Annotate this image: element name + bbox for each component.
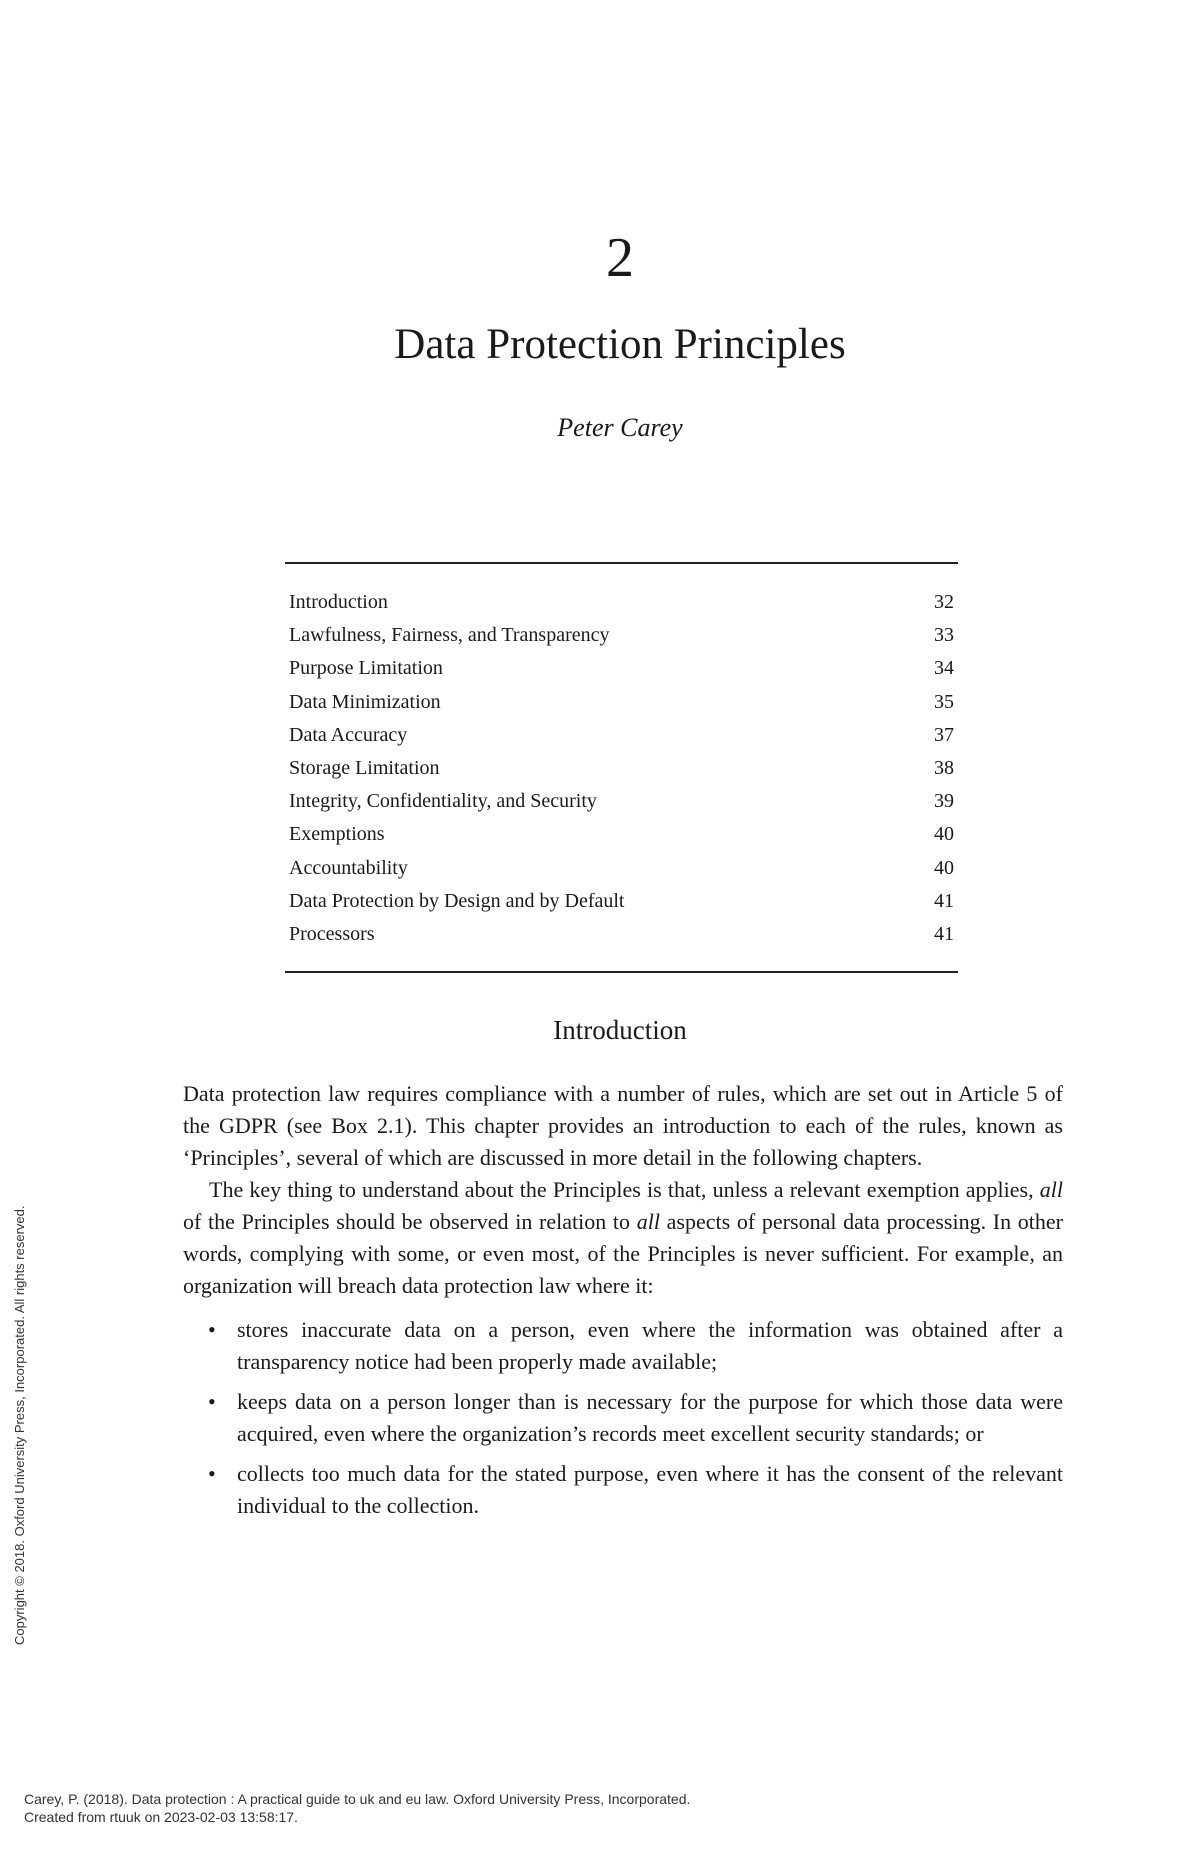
toc-entry-page: 32 (934, 591, 954, 613)
list-item: • collects too much data for the stated purpose, even where it has the consent of the relevant individual to the collection. (183, 1458, 1063, 1522)
toc-entry-page: 33 (934, 624, 954, 647)
chapter-author: Peter Carey (557, 413, 683, 442)
toc-entry-page: 39 (934, 790, 954, 813)
toc-entry[interactable] (285, 852, 958, 885)
footer-citation: Carey, P. (2018). Data protection : A practical guide to uk and eu law. Oxford University Press, Incorporated. (24, 1791, 691, 1807)
toc-entry-label: Purpose Limitation (289, 657, 443, 680)
toc-entry-page: 40 (934, 823, 954, 846)
footer (24, 1790, 690, 1826)
section-heading: Introduction (553, 1015, 687, 1045)
toc-entry-label: Lawfulness, Fairness, and Transparency (289, 624, 610, 647)
toc-entry[interactable] (285, 885, 958, 918)
toc-entry[interactable] (285, 719, 958, 752)
toc-entry-page: 35 (934, 690, 954, 713)
toc-entry-page: 38 (934, 757, 954, 780)
toc-entry-label: Exemptions (289, 823, 385, 846)
toc-entry-label: Accountability (289, 856, 408, 879)
toc-entry[interactable] (285, 586, 958, 619)
toc-entry-label: Data Protection by Design and by Default (289, 889, 625, 912)
toc-entry[interactable] (285, 918, 958, 951)
toc-entry[interactable] (285, 785, 958, 818)
toc-entry-label: Integrity, Confidentiality, and Security (289, 790, 597, 813)
toc-entry-page: 41 (934, 923, 954, 946)
toc-entry-label: Storage Limitation (289, 757, 440, 780)
toc-entry[interactable] (285, 752, 958, 785)
bullet-icon: • (208, 1317, 216, 1342)
bullet-list (183, 1314, 1063, 1522)
toc-entry-label: Data Minimization (289, 690, 441, 713)
toc-entry-label: Introduction (289, 591, 388, 613)
toc-entry-label: Data Accuracy (289, 723, 408, 746)
side-copyright-notice: Copyright © 2018. Oxford University Press, Incorporated. All rights reserved. (12, 1205, 27, 1645)
bullet-icon: • (208, 1461, 216, 1486)
table-of-contents (285, 562, 958, 973)
toc-entry-label: Processors (289, 923, 375, 946)
toc-entry-page: 37 (934, 723, 954, 746)
footer-created: Created from rtuuk on 2023-02-03 13:58:17. (24, 1809, 298, 1825)
toc-entry[interactable] (285, 619, 958, 652)
list-item: • stores inaccurate data on a person, even where the information was obtained after a transparency notice had been properly made available; (183, 1314, 1063, 1378)
chapter-title: Data Protection Principles (394, 321, 846, 368)
toc-entry[interactable] (285, 652, 958, 685)
toc-entry-page: 34 (934, 657, 954, 680)
toc-entry[interactable] (285, 686, 958, 719)
body-text (183, 1078, 1063, 1530)
paragraph: The key thing to understand about the Principles is that, unless a relevant exemption applies, all of the Principles should be observed in relation to all aspects of personal data processing. In other words, complying with some, or even most, of the Principles is never sufficient. For example, an organization will breach data protection law where it: (183, 1177, 1063, 1298)
chapter-number: 2 (606, 227, 634, 289)
bullet-icon: • (208, 1389, 216, 1414)
list-item: • keeps data on a person longer than is necessary for the purpose for which those data were acquired, even where the organization’s records meet excellent security standards; or (183, 1386, 1063, 1450)
toc-entry-page: 40 (934, 856, 954, 879)
toc-entry-page: 41 (934, 889, 954, 912)
paragraph: Data protection law requires compliance with a number of rules, which are set out in Article 5 of the GDPR (see Box 2.1). This chapter provides an introduction to each of the rules, known as ‘Principles’, several of which are discussed in more detail in the following chapters. (183, 1081, 1063, 1170)
toc-entry[interactable] (285, 818, 958, 851)
